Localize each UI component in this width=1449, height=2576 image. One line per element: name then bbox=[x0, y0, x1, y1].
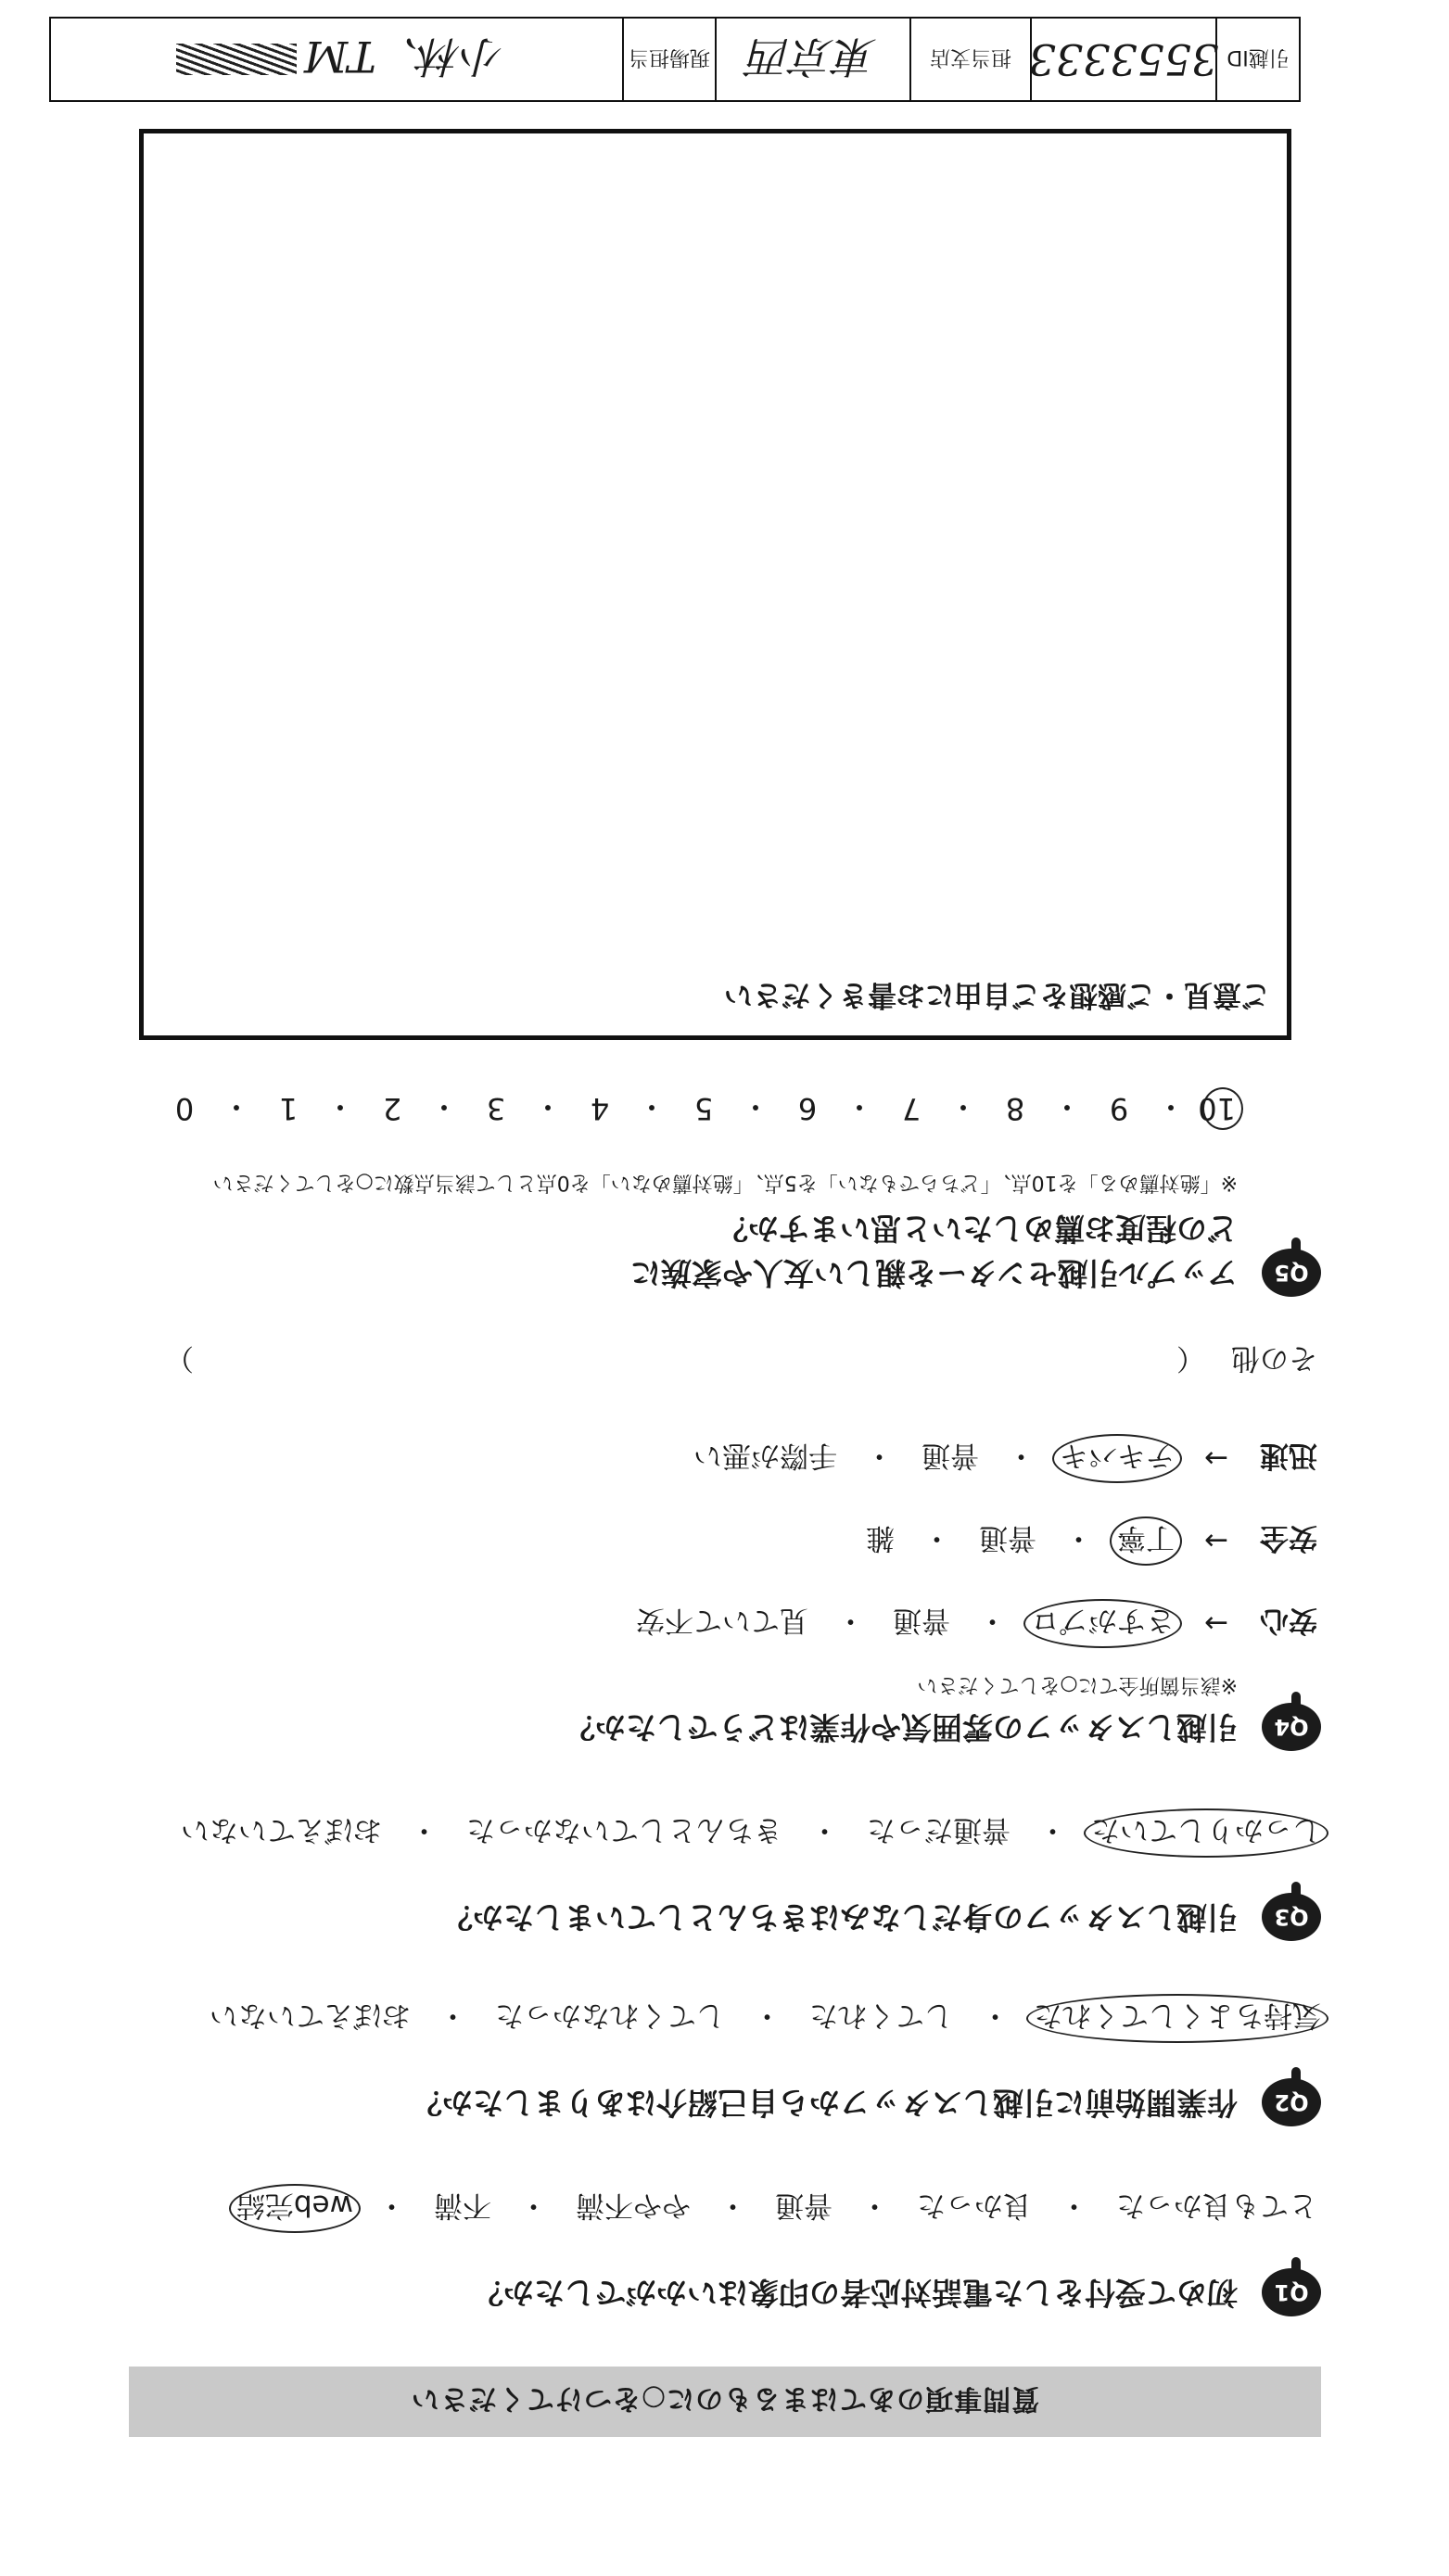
question-3 bbox=[125, 1812, 1321, 1941]
q1-badge: Q1 bbox=[1262, 2268, 1321, 2316]
comment-label: ご意見・ご感想をご自由にお書きください bbox=[724, 978, 1270, 1011]
footer-leader-text: 小林、TM bbox=[304, 32, 504, 82]
question-1 bbox=[125, 2188, 1321, 2316]
q4-other-label: その他 bbox=[1231, 1341, 1317, 1375]
scale-option[interactable]: 2 bbox=[382, 1091, 402, 1126]
q4-option-selected[interactable]: 丁寧 bbox=[1110, 1516, 1182, 1566]
q4-note: ※該当箇所全てに○をしてください bbox=[917, 1673, 1238, 1696]
question-4 bbox=[125, 1340, 1321, 1751]
q3-badge: Q3 bbox=[1262, 1893, 1321, 1941]
q1-option[interactable]: 良かった bbox=[917, 2189, 1032, 2222]
scale-option[interactable]: 6 bbox=[797, 1091, 818, 1126]
q1-option[interactable]: とても良かった bbox=[1116, 2189, 1317, 2222]
footer-table bbox=[49, 17, 1301, 102]
q4-row-label: 安心 bbox=[1260, 1604, 1317, 1637]
question-5 bbox=[125, 1170, 1321, 1297]
arrow-right-icon: → bbox=[1204, 1606, 1228, 1641]
q4-option[interactable]: 雑 bbox=[866, 1521, 895, 1554]
scale-option[interactable]: 4 bbox=[590, 1091, 610, 1126]
footer-leader-value bbox=[51, 19, 622, 100]
comment-box[interactable] bbox=[139, 129, 1291, 1040]
q4-row-label: 迅速 bbox=[1260, 1439, 1317, 1472]
q1-option[interactable]: 普通 bbox=[775, 2189, 833, 2222]
q3-options: しっかりしていた ・ 普通だった ・ きちんとしていなかった ・ おぼえていない bbox=[125, 1812, 1321, 1854]
q1-option[interactable]: 不満 bbox=[434, 2189, 491, 2222]
q4-other-close-paren: ） bbox=[165, 1341, 194, 1375]
q1-option[interactable]: やや不満 bbox=[576, 2189, 691, 2222]
q4-option[interactable]: 手際が悪い bbox=[693, 1439, 837, 1472]
arrow-right-icon: → bbox=[1204, 1524, 1228, 1558]
q3-text: 引越しスタッフの身だしなみはきちんとしていましたか？ bbox=[442, 1899, 1238, 1935]
redaction-scribble-icon bbox=[176, 44, 297, 75]
q3-option[interactable]: きちんとしていなかった bbox=[466, 1813, 782, 1846]
q5-text: アップル引越センターを親しい友人や家族に bbox=[629, 1255, 1238, 1291]
q4-option[interactable]: 普通 bbox=[922, 1439, 979, 1472]
q4-other bbox=[125, 1340, 1317, 1382]
q4-option-selected[interactable]: さすがプロ bbox=[1023, 1599, 1182, 1648]
scale-option-selected[interactable]: 10 bbox=[1202, 1087, 1243, 1130]
scale-option[interactable]: 3 bbox=[486, 1091, 506, 1126]
q1-option-selected[interactable]: web完結 bbox=[229, 2184, 361, 2233]
q4-option-selected[interactable]: テキパキ bbox=[1052, 1434, 1182, 1483]
q4-row-anzen: 安全 → 丁寧 ・ 普通 ・ 雑 bbox=[125, 1520, 1317, 1562]
scale-option[interactable]: 9 bbox=[1109, 1091, 1129, 1126]
q5-note: ※「絶対薦める」を10点、「どちらでもない」を5点、「絶対薦めない」を0点として該当点数に○をしてください bbox=[212, 1171, 1238, 1194]
q4-row-label: 安全 bbox=[1260, 1521, 1317, 1554]
q2-options: 気持ちよくしてくれた ・ してくれた ・ してくれなかった ・ おぼえていない bbox=[125, 1998, 1321, 2039]
scale-option[interactable]: 7 bbox=[901, 1091, 922, 1126]
scale-option[interactable]: 0 bbox=[174, 1091, 195, 1126]
instruction-text: 質問事項のあてはまるものに○をつけてください bbox=[410, 2382, 1040, 2415]
arrow-right-icon: → bbox=[1204, 1441, 1228, 1476]
q3-option-selected[interactable]: しっかりしていた bbox=[1084, 1808, 1328, 1858]
scale-option[interactable]: 5 bbox=[693, 1091, 714, 1126]
q2-option-selected[interactable]: 気持ちよくしてくれた bbox=[1026, 1994, 1328, 2043]
q4-option[interactable]: 普通 bbox=[893, 1604, 950, 1637]
q5-badge: Q5 bbox=[1262, 1249, 1321, 1297]
q2-option[interactable]: してくれなかった bbox=[495, 1999, 725, 2032]
q4-row-jinsoku: 迅速 → テキパキ ・ 普通 ・ 手際が悪い bbox=[125, 1438, 1317, 1479]
footer-id-value: 3553333 bbox=[1030, 19, 1215, 100]
question-2 bbox=[125, 1998, 1321, 2126]
q1-text: 初めて受付をした電話対応者の印象はいかがでしたか？ bbox=[473, 2275, 1238, 2311]
q1-options: とても良かった ・ 良かった ・ 普通 ・ やや不満 ・ 不満 ・ web完結 bbox=[125, 2188, 1321, 2229]
q4-other-input[interactable] bbox=[194, 1340, 1176, 1382]
q2-text: 作業開始前に引越しスタッフから自己紹介はありましたか？ bbox=[412, 2085, 1238, 2121]
q4-option[interactable]: 普通 bbox=[979, 1521, 1036, 1554]
scale-option[interactable]: 1 bbox=[278, 1091, 299, 1126]
q4-text: 引越しスタッフの雰囲気や作業はどうでしたか？ bbox=[565, 1709, 1238, 1745]
q4-row-anshin: 安心 → さすがプロ ・ 普通 ・ 見ていて不安 bbox=[125, 1603, 1317, 1644]
scale-option[interactable]: 8 bbox=[1005, 1091, 1025, 1126]
q4-option[interactable]: 見ていて不安 bbox=[636, 1604, 808, 1637]
q3-option[interactable]: おぼえていない bbox=[181, 1813, 382, 1846]
q2-option[interactable]: してくれた bbox=[809, 1999, 953, 2032]
q2-option[interactable]: おぼえていない bbox=[210, 1999, 411, 2032]
q4-sub-rows bbox=[125, 1438, 1317, 1644]
recommend-scale: 10 ・ 9 ・ 8 ・ 7 ・ 6 ・ 5 ・ 4 ・ 3 ・ 2 ・ 1 ・ 0 bbox=[172, 1087, 1236, 1130]
q2-badge: Q2 bbox=[1262, 2078, 1321, 2126]
instruction-band bbox=[129, 2367, 1321, 2437]
footer-leader-label: 現場担当 bbox=[622, 19, 715, 100]
footer-branch-value: 東京西 bbox=[715, 19, 909, 100]
footer-branch-label: 担当支店 bbox=[909, 19, 1030, 100]
footer-id-label: 引越ID bbox=[1215, 19, 1299, 100]
q4-other-open-paren: （ bbox=[1176, 1341, 1205, 1375]
q4-badge: Q4 bbox=[1262, 1703, 1321, 1751]
q3-option[interactable]: 普通だった bbox=[867, 1813, 1010, 1846]
q5-text-line2: どの程度お薦めしたいと思いますか？ bbox=[718, 1211, 1238, 1247]
